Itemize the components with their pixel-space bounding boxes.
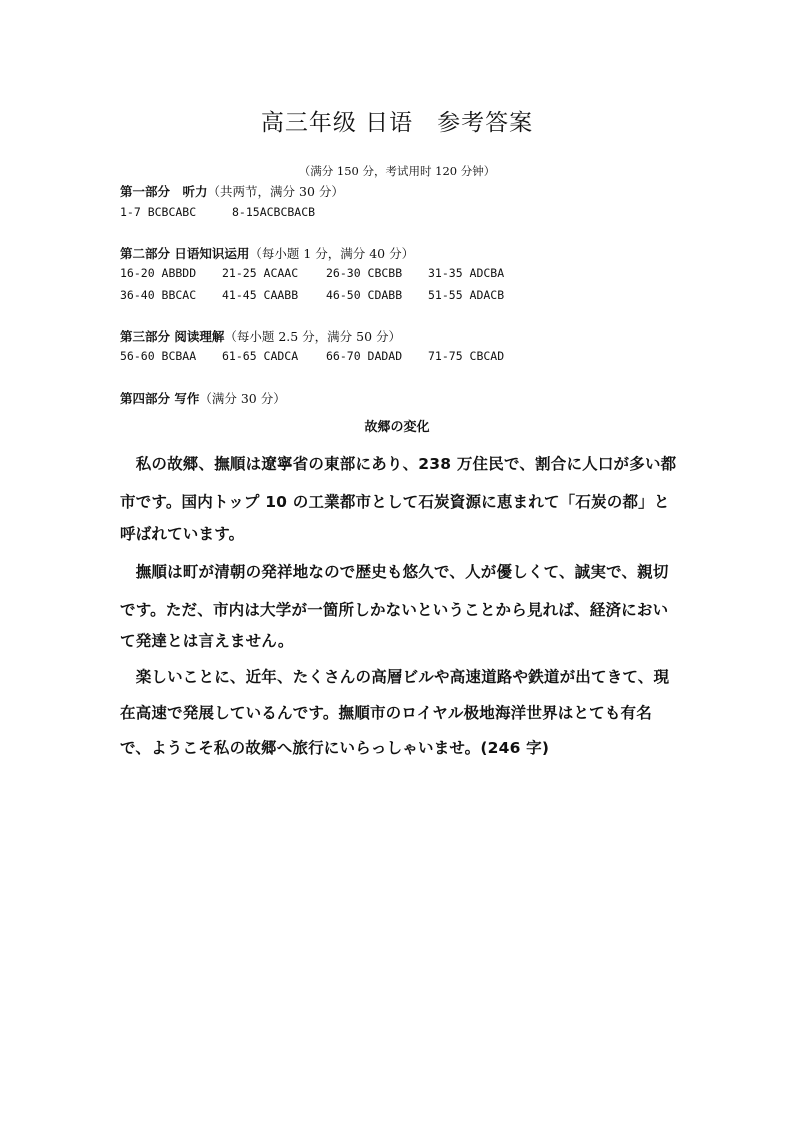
- answer-row: [120, 205, 315, 219]
- answer-group: 51-55 ADACB: [428, 288, 505, 302]
- answer-group: 8-15ACBCBACB: [232, 205, 316, 219]
- answer-group: 66-70 DADAD: [326, 349, 403, 363]
- section-note: （共两节，满分 30 分）: [207, 184, 344, 199]
- answer-group: 46-50 CDABB: [326, 288, 403, 302]
- essay-line: 私の故郷、撫順は遼寧省の東部にあり、238 万住民で、割合に人口が多い都: [120, 455, 677, 473]
- section-note: （每小题 1 分，满分 40 分）: [249, 246, 415, 261]
- essay-title: 故郷の変化: [364, 420, 430, 435]
- answer-row: [120, 349, 504, 363]
- section-name: 第三部分 阅读理解: [120, 329, 225, 344]
- answer-group: 61-65 CADCA: [222, 349, 299, 363]
- essay-line: 在高速で発展しているんです。撫順市のロイヤル极地海洋世界はとても有名: [120, 704, 652, 722]
- answer-group: 56-60 BCBAA: [120, 349, 197, 363]
- answer-group: 41-45 CAABB: [222, 288, 299, 302]
- essay-line: 撫順は町が清朝の発祥地なので歴史も悠久で、人が優しくて、誠実で、親切: [120, 563, 669, 581]
- section-heading-reading: [120, 327, 401, 345]
- section-name: 第四部分 写作: [120, 391, 200, 406]
- section-heading-listening: [120, 182, 344, 200]
- page-title: 高三年级 日语 参考答案: [260, 110, 534, 136]
- answer-group: 16-20 ABBDD: [120, 266, 197, 280]
- section-heading-writing: [120, 389, 286, 407]
- essay-line: で、ようこそ私の故郷へ旅行にいらっしゃいませ。(246 字): [120, 739, 550, 757]
- section-note: （满分 30 分）: [199, 391, 286, 406]
- answer-row: [120, 266, 504, 280]
- section-name: 第一部分 听力: [120, 184, 208, 199]
- essay-line: です。ただ、市内は大学が一箇所しかないということから見れば、経済におい: [120, 601, 669, 619]
- answer-group: 36-40 BBCAC: [120, 288, 197, 302]
- essay-line: 市です。国内トップ 10 の工業都市として石炭資源に恵まれて「石炭の都」と: [120, 493, 670, 511]
- exam-info: （满分 150 分，考试用时 120 分钟）: [298, 164, 496, 178]
- answer-group: 1-7 BCBCABC: [120, 205, 197, 219]
- answer-group: 71-75 CBCAD: [428, 349, 505, 363]
- section-note: （每小题 2.5 分，满分 50 分）: [224, 329, 402, 344]
- answer-group: 31-35 ADCBA: [428, 266, 505, 280]
- essay-line: 呼ばれています。: [120, 525, 245, 543]
- answer-group: 21-25 ACAAC: [222, 266, 299, 280]
- essay-line: て発達とは言えません。: [120, 632, 294, 650]
- answer-group: 26-30 CBCBB: [326, 266, 403, 280]
- section-heading-knowledge: [120, 244, 414, 262]
- section-name: 第二部分 日语知识运用: [120, 246, 250, 261]
- answer-row: [120, 288, 504, 302]
- essay-line: 楽しいことに、近年、たくさんの高層ビルや高速道路や鉄道が出てきて、現: [120, 668, 670, 686]
